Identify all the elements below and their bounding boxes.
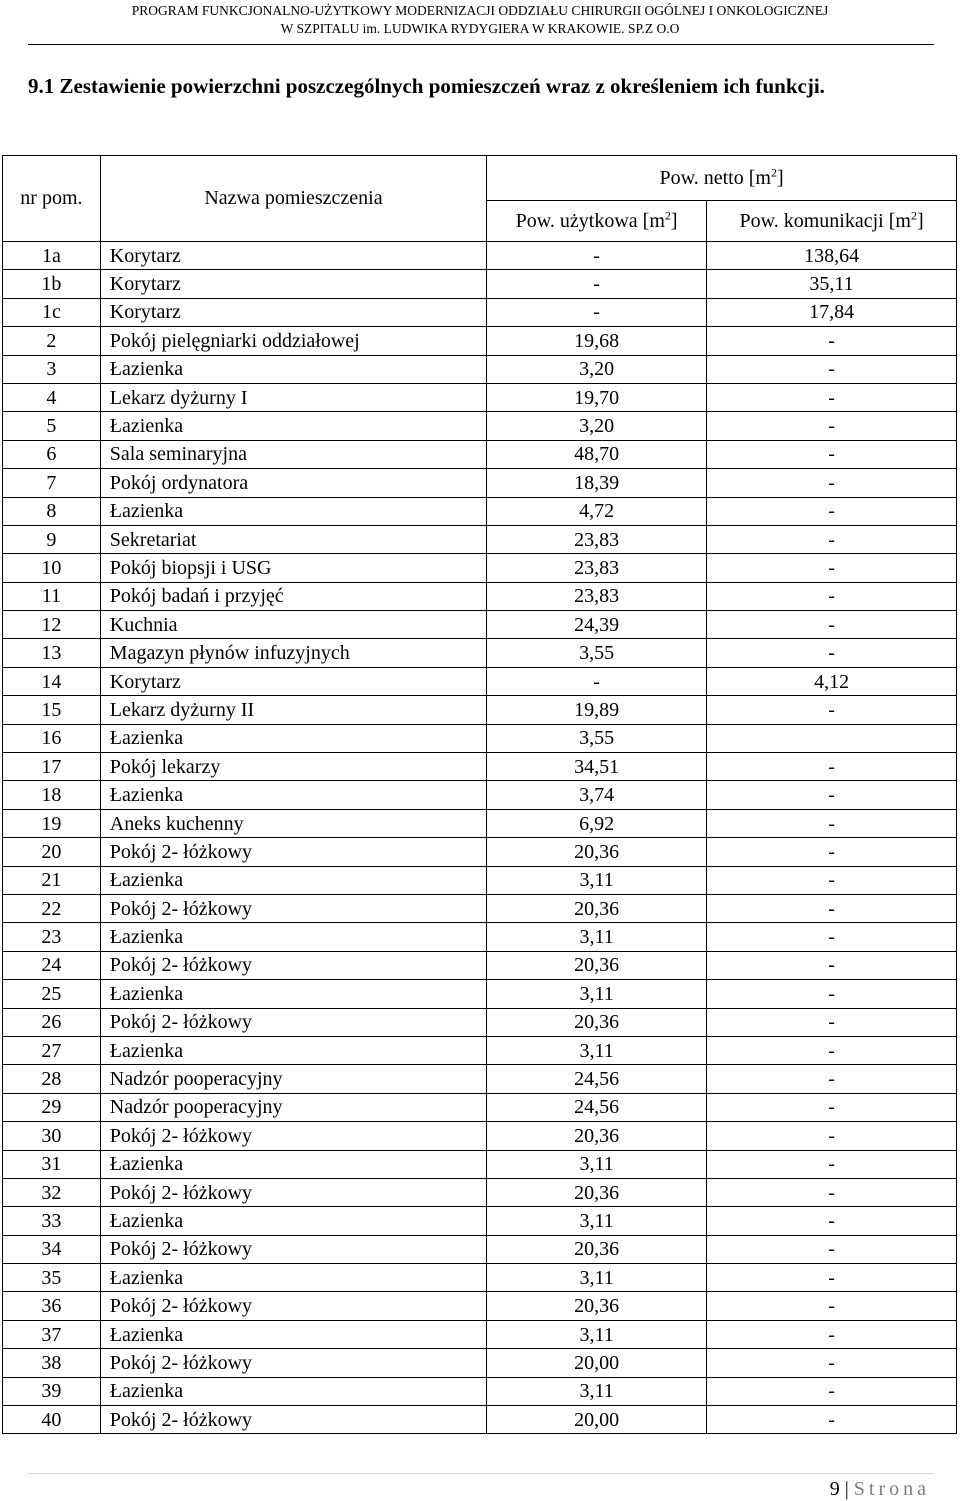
col-header-uzytkowa: Pow. użytkowa $[m^2]$ xyxy=(487,201,707,242)
cell-uzytkowa: 20,36 xyxy=(487,951,707,979)
table-row xyxy=(3,781,957,809)
cell-nr: 5 xyxy=(3,412,101,440)
cell-nr: 9 xyxy=(3,525,101,553)
cell-uzytkowa: 20,36 xyxy=(487,1122,707,1150)
cell-name: Pokój 2- łóżkowy xyxy=(100,951,486,979)
cell-nr: 27 xyxy=(3,1036,101,1064)
col-header-komunikacji: Pow. komunikacji $[m^2]$ xyxy=(707,201,957,242)
cell-name: Pokój ordynatora xyxy=(100,469,486,497)
cell-nr: 25 xyxy=(3,980,101,1008)
cell-name: Łazienka xyxy=(100,724,486,752)
header-divider xyxy=(28,44,934,45)
cell-name: Lekarz dyżurny I xyxy=(100,383,486,411)
table-row xyxy=(3,1292,957,1320)
cell-uzytkowa: 3,11 xyxy=(487,866,707,894)
table-row xyxy=(3,1349,957,1377)
table-row xyxy=(3,951,957,979)
cell-name: Łazienka xyxy=(100,1377,486,1405)
cell-nr: 13 xyxy=(3,639,101,667)
table-row xyxy=(3,809,957,837)
table-row xyxy=(3,242,957,270)
cell-komunikacji xyxy=(707,724,957,752)
cell-name: Pokój 2- łóżkowy xyxy=(100,1122,486,1150)
cell-nr: 39 xyxy=(3,1377,101,1405)
cell-komunikacji: - xyxy=(707,440,957,468)
table-row xyxy=(3,440,957,468)
cell-komunikacji: - xyxy=(707,1235,957,1263)
cell-name: Korytarz xyxy=(100,242,486,270)
cell-uzytkowa: 6,92 xyxy=(487,809,707,837)
cell-name: Pokój biopsji i USG xyxy=(100,554,486,582)
table-row xyxy=(3,980,957,1008)
cell-komunikacji: - xyxy=(707,639,957,667)
cell-name: Pokój 2- łóżkowy xyxy=(100,1235,486,1263)
cell-komunikacji: - xyxy=(707,980,957,1008)
header-line-2: W SZPITALU im. LUDWIKA RYDYGIERA W KRAKOWIE. SP.Z O.O xyxy=(280,21,680,36)
cell-uzytkowa: 23,83 xyxy=(487,554,707,582)
cell-uzytkowa: 3,11 xyxy=(487,1207,707,1235)
cell-name: Łazienka xyxy=(100,355,486,383)
cell-komunikacji: - xyxy=(707,753,957,781)
cell-nr: 31 xyxy=(3,1150,101,1178)
cell-uzytkowa: 3,11 xyxy=(487,1264,707,1292)
cell-name: Łazienka xyxy=(100,923,486,951)
cell-nr: 6 xyxy=(3,440,101,468)
table-row xyxy=(3,1150,957,1178)
cell-name: Pokój 2- łóżkowy xyxy=(100,1349,486,1377)
cell-uzytkowa: 20,36 xyxy=(487,838,707,866)
cell-komunikacji: - xyxy=(707,1320,957,1348)
table-row xyxy=(3,1122,957,1150)
cell-nr: 8 xyxy=(3,497,101,525)
cell-komunikacji: - xyxy=(707,327,957,355)
cell-uzytkowa: 20,00 xyxy=(487,1406,707,1434)
rooms-table xyxy=(2,155,957,1434)
cell-name: Aneks kuchenny xyxy=(100,809,486,837)
cell-uzytkowa: 3,74 xyxy=(487,781,707,809)
cell-uzytkowa: 3,11 xyxy=(487,923,707,951)
cell-name: Nadzór pooperacyjny xyxy=(100,1093,486,1121)
cell-name: Kuchnia xyxy=(100,611,486,639)
cell-komunikacji: - xyxy=(707,1178,957,1206)
cell-nr: 40 xyxy=(3,1406,101,1434)
page-word: Strona xyxy=(853,1478,930,1500)
cell-name: Pokój lekarzy xyxy=(100,753,486,781)
cell-uzytkowa: 24,56 xyxy=(487,1093,707,1121)
table-row xyxy=(3,1008,957,1036)
cell-nr: 14 xyxy=(3,667,101,695)
cell-nr: 11 xyxy=(3,582,101,610)
cell-name: Pokój pielęgniarki oddziałowej xyxy=(100,327,486,355)
cell-komunikacji: - xyxy=(707,866,957,894)
cell-komunikacji: - xyxy=(707,1122,957,1150)
footer-divider xyxy=(28,1473,934,1474)
cell-name: Łazienka xyxy=(100,980,486,1008)
cell-name: Łazienka xyxy=(100,1150,486,1178)
cell-komunikacji: - xyxy=(707,696,957,724)
cell-uzytkowa: - xyxy=(487,242,707,270)
table-row xyxy=(3,1235,957,1263)
cell-uzytkowa: 24,39 xyxy=(487,611,707,639)
cell-nr: 37 xyxy=(3,1320,101,1348)
cell-name: Pokój 2- łóżkowy xyxy=(100,1178,486,1206)
cell-uzytkowa: 20,36 xyxy=(487,1292,707,1320)
cell-nr: 17 xyxy=(3,753,101,781)
cell-uzytkowa: - xyxy=(487,270,707,298)
cell-komunikacji: - xyxy=(707,1207,957,1235)
cell-nr: 33 xyxy=(3,1207,101,1235)
cell-nr: 18 xyxy=(3,781,101,809)
cell-uzytkowa: 20,36 xyxy=(487,1178,707,1206)
cell-uzytkowa: 3,11 xyxy=(487,1036,707,1064)
cell-nr: 35 xyxy=(3,1264,101,1292)
cell-nr: 22 xyxy=(3,894,101,922)
cell-name: Łazienka xyxy=(100,497,486,525)
cell-name: Pokój 2- łóżkowy xyxy=(100,1008,486,1036)
cell-name: Pokój badań i przyjęć xyxy=(100,582,486,610)
cell-komunikacji: - xyxy=(707,1377,957,1405)
table-row xyxy=(3,753,957,781)
cell-komunikacji: - xyxy=(707,1008,957,1036)
cell-uzytkowa: 3,11 xyxy=(487,1377,707,1405)
cell-nr: 29 xyxy=(3,1093,101,1121)
cell-uzytkowa: 34,51 xyxy=(487,753,707,781)
cell-uzytkowa: 3,11 xyxy=(487,1320,707,1348)
cell-nr: 20 xyxy=(3,838,101,866)
footer-separator: | xyxy=(844,1478,849,1500)
cell-komunikacji: - xyxy=(707,1093,957,1121)
cell-nr: 38 xyxy=(3,1349,101,1377)
cell-uzytkowa: 20,00 xyxy=(487,1349,707,1377)
cell-name: Łazienka xyxy=(100,1264,486,1292)
cell-komunikacji: - xyxy=(707,1349,957,1377)
cell-name: Łazienka xyxy=(100,1320,486,1348)
cell-komunikacji: - xyxy=(707,611,957,639)
col-header-netto: Pow. netto $[m^2]$ xyxy=(487,156,957,201)
cell-nr: 4 xyxy=(3,383,101,411)
table-row xyxy=(3,923,957,951)
cell-nr: 24 xyxy=(3,951,101,979)
page-number: 9 xyxy=(829,1478,840,1500)
cell-komunikacji: - xyxy=(707,1292,957,1320)
cell-komunikacji: - xyxy=(707,951,957,979)
cell-name: Łazienka xyxy=(100,781,486,809)
table-row xyxy=(3,1065,957,1093)
table-row xyxy=(3,469,957,497)
table-row xyxy=(3,270,957,298)
cell-nr: 1b xyxy=(3,270,101,298)
table-row xyxy=(3,866,957,894)
cell-nr: 32 xyxy=(3,1178,101,1206)
cell-uzytkowa: 20,36 xyxy=(487,1235,707,1263)
cell-uzytkowa: 3,11 xyxy=(487,1150,707,1178)
cell-komunikacji: - xyxy=(707,1036,957,1064)
cell-nr: 1c xyxy=(3,298,101,326)
cell-komunikacji: - xyxy=(707,1264,957,1292)
cell-uzytkowa: 3,20 xyxy=(487,412,707,440)
cell-uzytkowa: 19,89 xyxy=(487,696,707,724)
table-row xyxy=(3,639,957,667)
cell-uzytkowa: 3,55 xyxy=(487,639,707,667)
table-row xyxy=(3,894,957,922)
cell-uzytkowa: 18,39 xyxy=(487,469,707,497)
cell-name: Pokój 2- łóżkowy xyxy=(100,838,486,866)
cell-nr: 1a xyxy=(3,242,101,270)
table-row xyxy=(3,696,957,724)
table-row xyxy=(3,355,957,383)
table-row xyxy=(3,1036,957,1064)
table-row xyxy=(3,1406,957,1434)
cell-uzytkowa: 3,11 xyxy=(487,980,707,1008)
table-row xyxy=(3,327,957,355)
cell-komunikacji: - xyxy=(707,894,957,922)
cell-nr: 16 xyxy=(3,724,101,752)
cell-name: Korytarz xyxy=(100,298,486,326)
cell-uzytkowa: 3,55 xyxy=(487,724,707,752)
cell-komunikacji: - xyxy=(707,923,957,951)
section-title: 9.1 Zestawienie powierzchni poszczególnych pomieszczeń wraz z określeniem ich funkcji. xyxy=(28,74,825,98)
table-row xyxy=(3,667,957,695)
cell-nr: 23 xyxy=(3,923,101,951)
cell-nr: 15 xyxy=(3,696,101,724)
cell-komunikacji: - xyxy=(707,469,957,497)
cell-komunikacji: - xyxy=(707,809,957,837)
cell-komunikacji: - xyxy=(707,383,957,411)
table-row xyxy=(3,383,957,411)
cell-name: Korytarz xyxy=(100,667,486,695)
cell-komunikacji: - xyxy=(707,554,957,582)
cell-nr: 30 xyxy=(3,1122,101,1150)
cell-komunikacji: - xyxy=(707,1150,957,1178)
table-row xyxy=(3,525,957,553)
cell-uzytkowa: 48,70 xyxy=(487,440,707,468)
table-row xyxy=(3,1207,957,1235)
col-header-nr: nr pom. xyxy=(3,156,101,242)
cell-uzytkowa: - xyxy=(487,298,707,326)
cell-komunikacji: - xyxy=(707,355,957,383)
cell-nr: 19 xyxy=(3,809,101,837)
cell-name: Nadzór pooperacyjny xyxy=(100,1065,486,1093)
table-row xyxy=(3,838,957,866)
cell-name: Pokój 2- łóżkowy xyxy=(100,894,486,922)
cell-komunikacji: - xyxy=(707,1065,957,1093)
cell-uzytkowa: 23,83 xyxy=(487,525,707,553)
cell-name: Magazyn płynów infuzyjnych xyxy=(100,639,486,667)
cell-uzytkowa: 19,68 xyxy=(487,327,707,355)
cell-komunikacji: - xyxy=(707,582,957,610)
cell-uzytkowa: 3,20 xyxy=(487,355,707,383)
cell-komunikacji: - xyxy=(707,838,957,866)
cell-nr: 12 xyxy=(3,611,101,639)
table-row xyxy=(3,582,957,610)
cell-uzytkowa: 23,83 xyxy=(487,582,707,610)
cell-name: Sala seminaryjna xyxy=(100,440,486,468)
cell-komunikacji: 4,12 xyxy=(707,667,957,695)
cell-komunikacji: 138,64 xyxy=(707,242,957,270)
cell-name: Lekarz dyżurny II xyxy=(100,696,486,724)
cell-komunikacji: 17,84 xyxy=(707,298,957,326)
cell-nr: 26 xyxy=(3,1008,101,1036)
table-row xyxy=(3,554,957,582)
table-row xyxy=(3,1320,957,1348)
table-row xyxy=(3,1377,957,1405)
cell-name: Łazienka xyxy=(100,412,486,440)
table-row xyxy=(3,412,957,440)
cell-name: Łazienka xyxy=(100,1036,486,1064)
cell-komunikacji: - xyxy=(707,412,957,440)
cell-name: Pokój 2- łóżkowy xyxy=(100,1406,486,1434)
cell-nr: 21 xyxy=(3,866,101,894)
table-row xyxy=(3,1178,957,1206)
cell-nr: 34 xyxy=(3,1235,101,1263)
cell-name: Łazienka xyxy=(100,866,486,894)
cell-komunikacji: - xyxy=(707,1406,957,1434)
cell-name: Pokój 2- łóżkowy xyxy=(100,1292,486,1320)
cell-uzytkowa: 24,56 xyxy=(487,1065,707,1093)
cell-komunikacji: - xyxy=(707,781,957,809)
cell-uzytkowa: 20,36 xyxy=(487,894,707,922)
table-row xyxy=(3,298,957,326)
cell-nr: 3 xyxy=(3,355,101,383)
cell-name: Korytarz xyxy=(100,270,486,298)
cell-komunikacji: - xyxy=(707,497,957,525)
cell-nr: 7 xyxy=(3,469,101,497)
page-footer xyxy=(830,1478,930,1501)
cell-nr: 36 xyxy=(3,1292,101,1320)
cell-uzytkowa: - xyxy=(487,667,707,695)
table-row xyxy=(3,611,957,639)
table-row xyxy=(3,724,957,752)
document-header xyxy=(0,2,960,38)
table-row xyxy=(3,1264,957,1292)
header-line-1: PROGRAM FUNKCJONALNO-UŻYTKOWY MODERNIZACJI ODDZIAŁU CHIRURGII OGÓLNEJ I ONKOLOGICZNEJ xyxy=(131,3,829,18)
cell-name: Łazienka xyxy=(100,1207,486,1235)
cell-uzytkowa: 20,36 xyxy=(487,1008,707,1036)
table-row xyxy=(3,1093,957,1121)
cell-nr: 2 xyxy=(3,327,101,355)
cell-nr: 10 xyxy=(3,554,101,582)
cell-komunikacji: 35,11 xyxy=(707,270,957,298)
cell-uzytkowa: 19,70 xyxy=(487,383,707,411)
cell-name: Sekretariat xyxy=(100,525,486,553)
cell-nr: 28 xyxy=(3,1065,101,1093)
cell-uzytkowa: 4,72 xyxy=(487,497,707,525)
table-row xyxy=(3,497,957,525)
col-header-name: Nazwa pomieszczenia xyxy=(100,156,486,242)
cell-komunikacji: - xyxy=(707,525,957,553)
